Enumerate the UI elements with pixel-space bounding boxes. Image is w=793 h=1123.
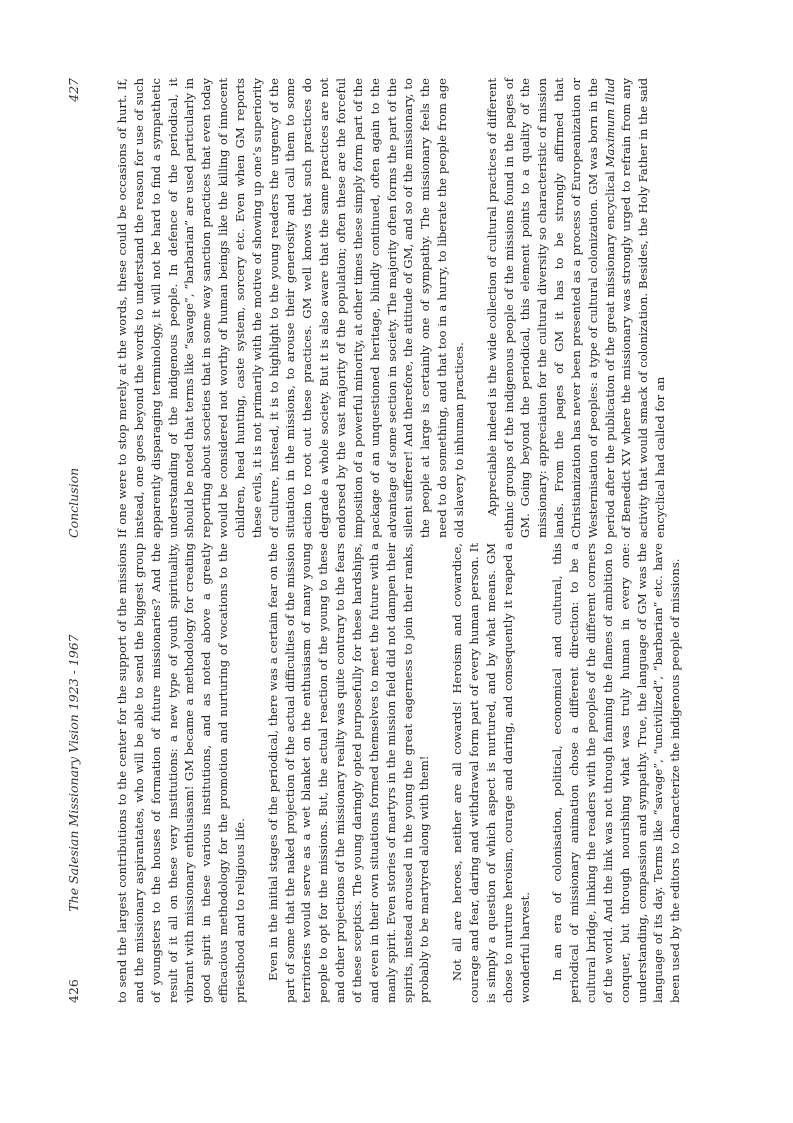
right-body-text [114,78,669,538]
right-paragraph-2-continuation: of Benedict XV where the missionary was strongly urged to refrain from any activity that would smack of colonization. Besides, the Holy Father in the said encyclical had called for an [619,78,668,538]
right-paragraph-1: If one were to stop merely at the words, these could be occasions of hurt. If, instead, one goes beyond the words to understand the reason for use of such apparently disparaging terminology, it will not be hard to find a sympathetic understanding of the indigenous people. In defence of the periodical, it should be noted that terms like “savage”, “barbarian” are used particularly in reporting about societies that in some way sanction practices that even today would be considered not worthy of human beings like the killing of innocent children, head hunting, caste system, sorcery etc. Even when GM reports these evils, it is not primarily with the motive of showing up one’s superiority of culture, instead, it is to highlight to the young readers the urgency of the situation in the missions, to arouse their generosity and call them to some action to root out these practices. GM well knows that such practices do degrade a whole society. But it is also aware that the same practices are not endorsed by the vast majority of the population; often these are the forceful imposition of a powerful minority, at other times these simply form part of the package of an unquestioned heritage, blindly continued, often again to the advantage of some section in society. The majority often forms the part of the silent sufferer! And therefore, the attitude of GM, and so of the missionary, to the people at large is certainly one of sympathy. The missionary feels the need to do something, and that too in a hurry, to liberate the people from age old slavery to inhuman practices. [115,78,466,538]
right-running-title: Conclusion [66,467,81,538]
right-page-number: 427 [66,78,81,102]
left-page [66,543,684,1003]
left-page-number: 426 [66,979,81,1003]
left-body-text [114,543,684,1003]
encyclical-title: Maximum Illud [602,78,617,168]
right-running-head [66,78,88,538]
left-paragraph-1: to send the largest contributions to the center for the support of the missions and the missionary aspirantates, who will be able to send the biggest group of youngsters to the houses of formation of future missionaries? And the result of it all on these very institutions: a new type of youth spirituality, vibrant with missionary enthusiasm! GM became a methodology for creating good spirit in these various institutions, and as noted above a greatly efficacious methodology for the promotion and nurturing of vocations to the priesthood and to religious life. [115,543,247,1003]
left-paragraph-2: Even in the initial stages of the periodical, there was a certain fear on the part of some that the naked projection of the actual difficulties of the mission territories would serve as a wet blanket on the enthusiasm of many young people to opt for the missions. But, the actual reaction of the young to these and other projections of the missionary reality was quite contrary to the fears of these sceptics. The young daringly opted purposefully for these hardships, and even in their own situations formed themselves to meet the future with a manly spirit. Even stories of martyrs in the mission field did not dampen their spirits, instead aroused in the young the great eagerness to join their ranks, probably to be martyred along with them! [265,543,432,1003]
right-paragraph-2-text: Appreciable indeed is the wide collection of cultural practices of different ethnic groups of the indigenous people of the missions found in the pages of GM. Going beyond the periodical, this element points to a quality of the missionary: appreciation for the cultural diversity so characteristic of mission lands. From the pages of GM it has to be strongly affirmed that Christianization has never been presented as a process of Europeanization or Westernisation of peoples: a type of cultural colonization. GM was born in the period after the publication of the great missionary encyclical [484,78,617,538]
right-page [66,78,669,538]
left-running-title: The Salesian Missionary Vision 1923 - 1967 [66,634,81,912]
left-paragraph-4: In an era of colonisation, political, economical and cultural, this periodical of missionary animation chose a different direction: to be a cultural bridge, linking the readers with the peoples of the different corners of the world. And the link was not through fanning the flames of ambition to conquer, but through nourishing what was truly human in every one: understanding, compassion and sympathy. True, the language of GM was the language of its day. Terms like “savage”, “uncivilized”, “barbarian” etc. have been used by the editors to characterize the indigenous people of missions. [550,543,683,1003]
left-running-head [66,543,88,1003]
right-paragraph-2 [484,78,669,538]
left-paragraph-3: Not all are heroes, neither are all cowards! Heroism and cowardice, courage and fear, daring and withdrawal form part of every human person. It is simply a question of which aspect is nurtured, and by what means. GM chose to nurture heroism, courage and daring, and consequently it reaped a wonderful harvest. [450,543,532,1003]
